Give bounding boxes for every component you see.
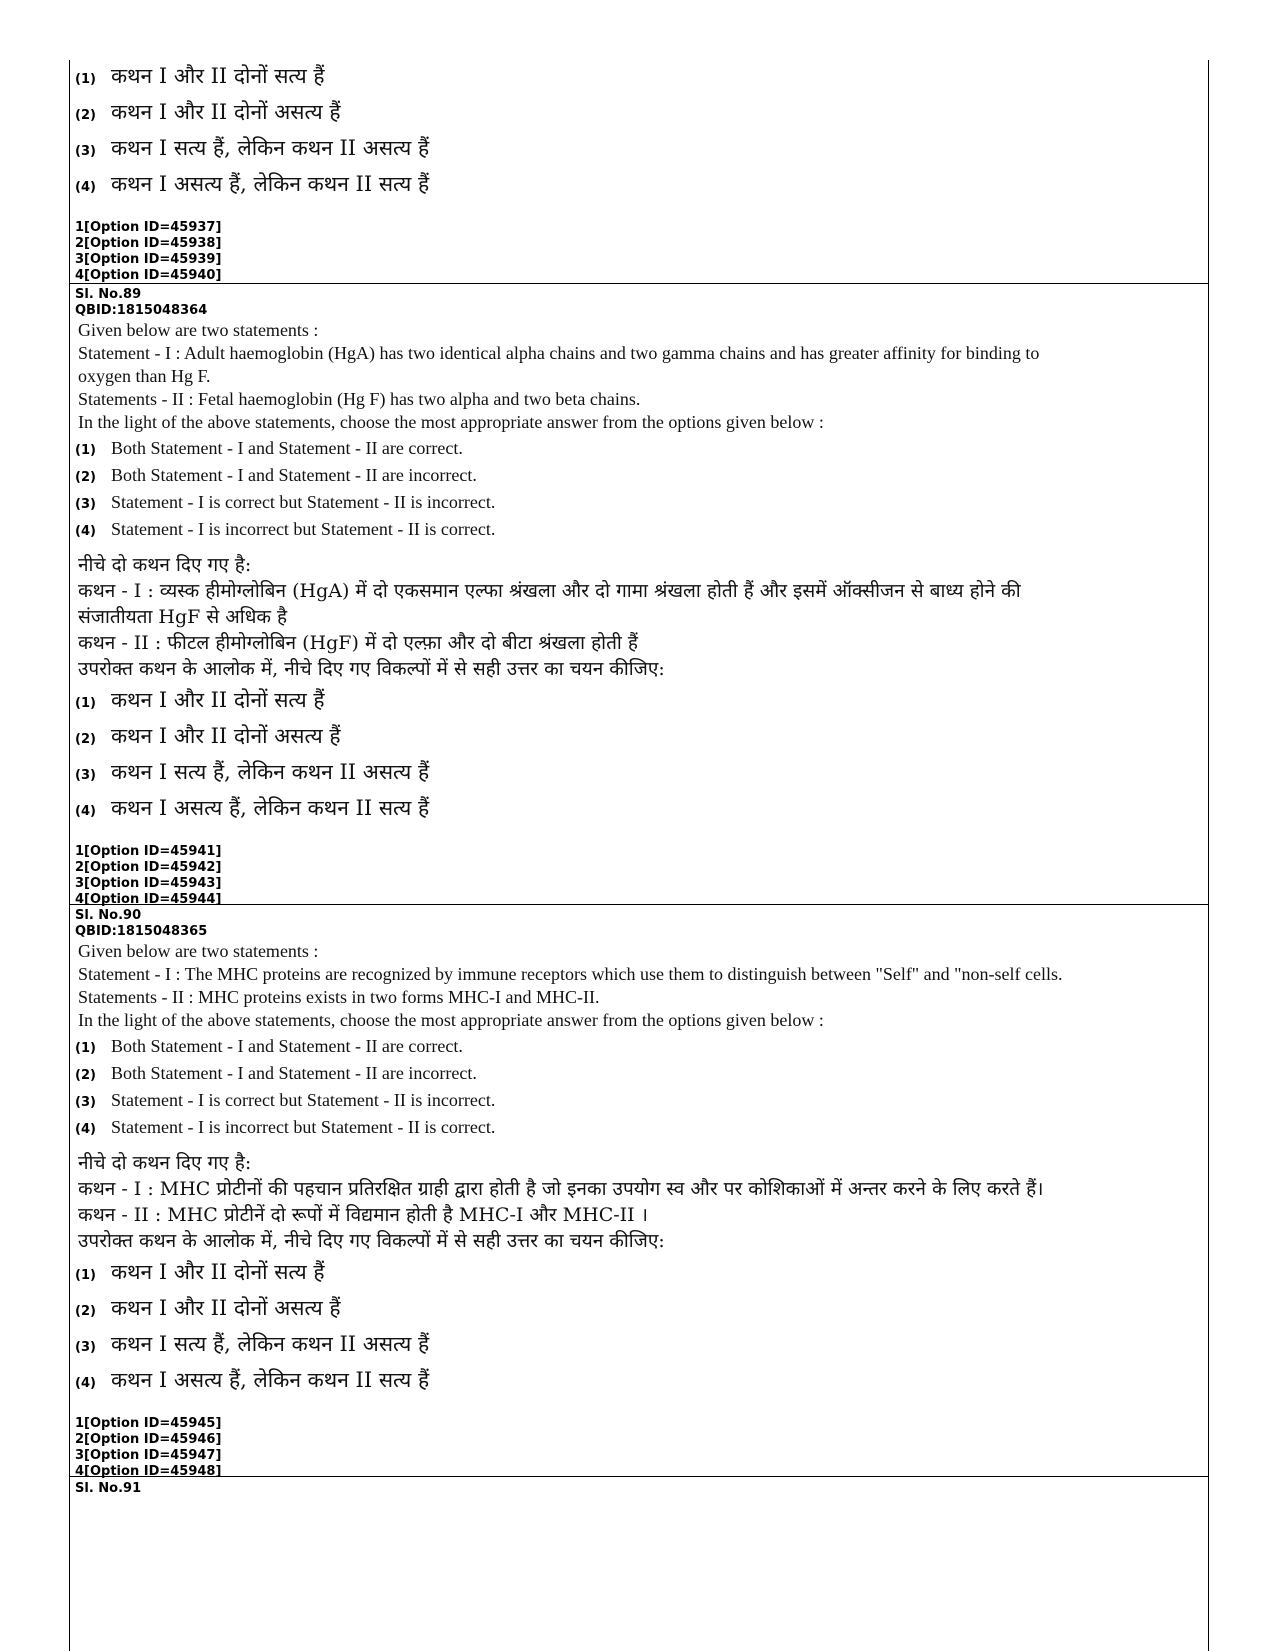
hindi-question-line: नीचे दो कथन दिए गए है: (78, 1152, 252, 1174)
option-id-4: 4[Option ID=45940] (75, 268, 222, 283)
question-text-line: Given below are two statements : (78, 941, 319, 961)
english-option-2[interactable]: (2) Both Statement - I and Statement - II are incorrect. (75, 1063, 477, 1083)
english-option-4[interactable]: (4) Statement - I is incorrect but Statement - II is correct. (75, 519, 496, 539)
question-text-line: Given below are two statements : (78, 320, 319, 340)
hindi-option-1[interactable]: (1) कथन I और II दोनों सत्य हैं (75, 688, 325, 712)
question-89 (69, 287, 1209, 908)
question-91 (69, 1481, 1209, 1497)
english-option-3[interactable]: (3) Statement - I is correct but Statement - II is incorrect. (75, 1090, 496, 1110)
question-text-line: Statements - II : MHC proteins exists in two forms MHC-I and MHC-II. (78, 987, 600, 1007)
option-id-3: 3[Option ID=45943] (75, 876, 222, 891)
hindi-question-line: कथन - I : MHC प्रोटीनों की पहचान प्रतिरक्षित ग्राही द्वारा होती है जो इनका उपयोग स्व और पर कोशिकाओं में अन्तर करने के लिए करते हैं। (78, 1178, 1044, 1200)
serial-number: Sl. No.89 (75, 287, 142, 302)
english-option-3[interactable]: (3) Statement - I is correct but Statement - II is incorrect. (75, 492, 496, 512)
hindi-question-line: नीचे दो कथन दिए गए है: (78, 554, 252, 576)
hindi-option-2[interactable]: (2) कथन I और II दोनों असत्य हैं (75, 1296, 341, 1320)
hindi-option-3[interactable]: (3) कथन I सत्य हैं, लेकिन कथन II असत्य हैं (75, 136, 430, 160)
hindi-option-1[interactable]: (1) कथन I और II दोनों सत्य हैं (75, 64, 325, 88)
hindi-option-2[interactable]: (2) कथन I और II दोनों असत्य हैं (75, 100, 341, 124)
hindi-question-line: कथन - I : व्यस्क हीमोग्लोबिन (HgA) में दो एकसमान एल्फा श्रंखला और दो गामा श्रंखला होती हैं और इसमें ऑक्सीजन से बाध्य होने की (78, 580, 1021, 602)
hindi-option-4[interactable]: (4) कथन I असत्य हैं, लेकिन कथन II सत्य हैं (75, 796, 430, 820)
option-id-2: 2[Option ID=45938] (75, 236, 222, 251)
question-text-line: oxygen than Hg F. (78, 366, 211, 386)
option-id-1: 1[Option ID=45937] (75, 220, 222, 235)
hindi-option-3[interactable]: (3) कथन I सत्य हैं, लेकिन कथन II असत्य हैं (75, 1332, 430, 1356)
divider (69, 283, 1209, 284)
option-id-1: 1[Option ID=45945] (75, 1416, 222, 1431)
hindi-question-line: संजातीयता HgF से अधिक है (78, 606, 288, 628)
option-id-3: 3[Option ID=45939] (75, 252, 222, 267)
option-id-2: 2[Option ID=45946] (75, 1432, 222, 1447)
hindi-option-3[interactable]: (3) कथन I सत्य हैं, लेकिन कथन II असत्य हैं (75, 760, 430, 784)
question-text-line: In the light of the above statements, choose the most appropriate answer from the options given below : (78, 1010, 824, 1030)
question-text-line: Statement - I : The MHC proteins are recognized by immune receptors which use them to distinguish between "Self" and "non-self cells. (78, 964, 1063, 984)
question-text-line: In the light of the above statements, choose the most appropriate answer from the options given below : (78, 412, 824, 432)
qbid: QBID:1815048365 (75, 924, 208, 939)
option-id-1: 1[Option ID=45941] (75, 844, 222, 859)
question-text-line: Statement - I : Adult haemoglobin (HgA) has two identical alpha chains and two gamma chains and has greater affinity for binding to (78, 343, 1040, 363)
serial-number: Sl. No.91 (75, 1481, 142, 1496)
option-id-4: 4[Option ID=45948] (75, 1464, 222, 1479)
hindi-question-line: उपरोक्त कथन के आलोक में, नीचे दिए गए विकल्पों में से सही उत्तर का चयन कीजिए: (78, 1230, 665, 1252)
hindi-question-line: कथन - II : MHC प्रोटीनें दो रूपों में विद्यमान होती है MHC-I और MHC-II । (78, 1204, 648, 1226)
hindi-option-4[interactable]: (4) कथन I असत्य हैं, लेकिन कथन II सत्य हैं (75, 172, 430, 196)
english-option-1[interactable]: (1) Both Statement - I and Statement - II are correct. (75, 438, 463, 458)
serial-number: Sl. No.90 (75, 908, 142, 923)
qbid: QBID:1815048364 (75, 303, 208, 318)
hindi-question-line: कथन - II : फीटल हीमोग्लोबिन (HgF) में दो एल्फ़ा और दो बीटा श्रंखला होती हैं (78, 632, 638, 654)
divider (69, 904, 1209, 905)
hindi-option-1[interactable]: (1) कथन I और II दोनों सत्य हैं (75, 1260, 325, 1284)
question-90 (69, 908, 1209, 1480)
english-option-2[interactable]: (2) Both Statement - I and Statement - II are incorrect. (75, 465, 477, 485)
hindi-question-line: उपरोक्त कथन के आलोक में, नीचे दिए गए विकल्पों में से सही उत्तर का चयन कीजिए: (78, 658, 665, 680)
hindi-option-2[interactable]: (2) कथन I और II दोनों असत्य हैं (75, 724, 341, 748)
english-option-4[interactable]: (4) Statement - I is incorrect but Statement - II is correct. (75, 1117, 496, 1137)
prev-question-tail (69, 62, 1209, 284)
option-id-4: 4[Option ID=45944] (75, 892, 222, 907)
hindi-option-4[interactable]: (4) कथन I असत्य हैं, लेकिन कथन II सत्य हैं (75, 1368, 430, 1392)
divider (69, 1476, 1209, 1477)
option-id-2: 2[Option ID=45942] (75, 860, 222, 875)
question-text-line: Statements - II : Fetal haemoglobin (Hg F) has two alpha and two beta chains. (78, 389, 641, 409)
option-id-3: 3[Option ID=45947] (75, 1448, 222, 1463)
english-option-1[interactable]: (1) Both Statement - I and Statement - II are correct. (75, 1036, 463, 1056)
